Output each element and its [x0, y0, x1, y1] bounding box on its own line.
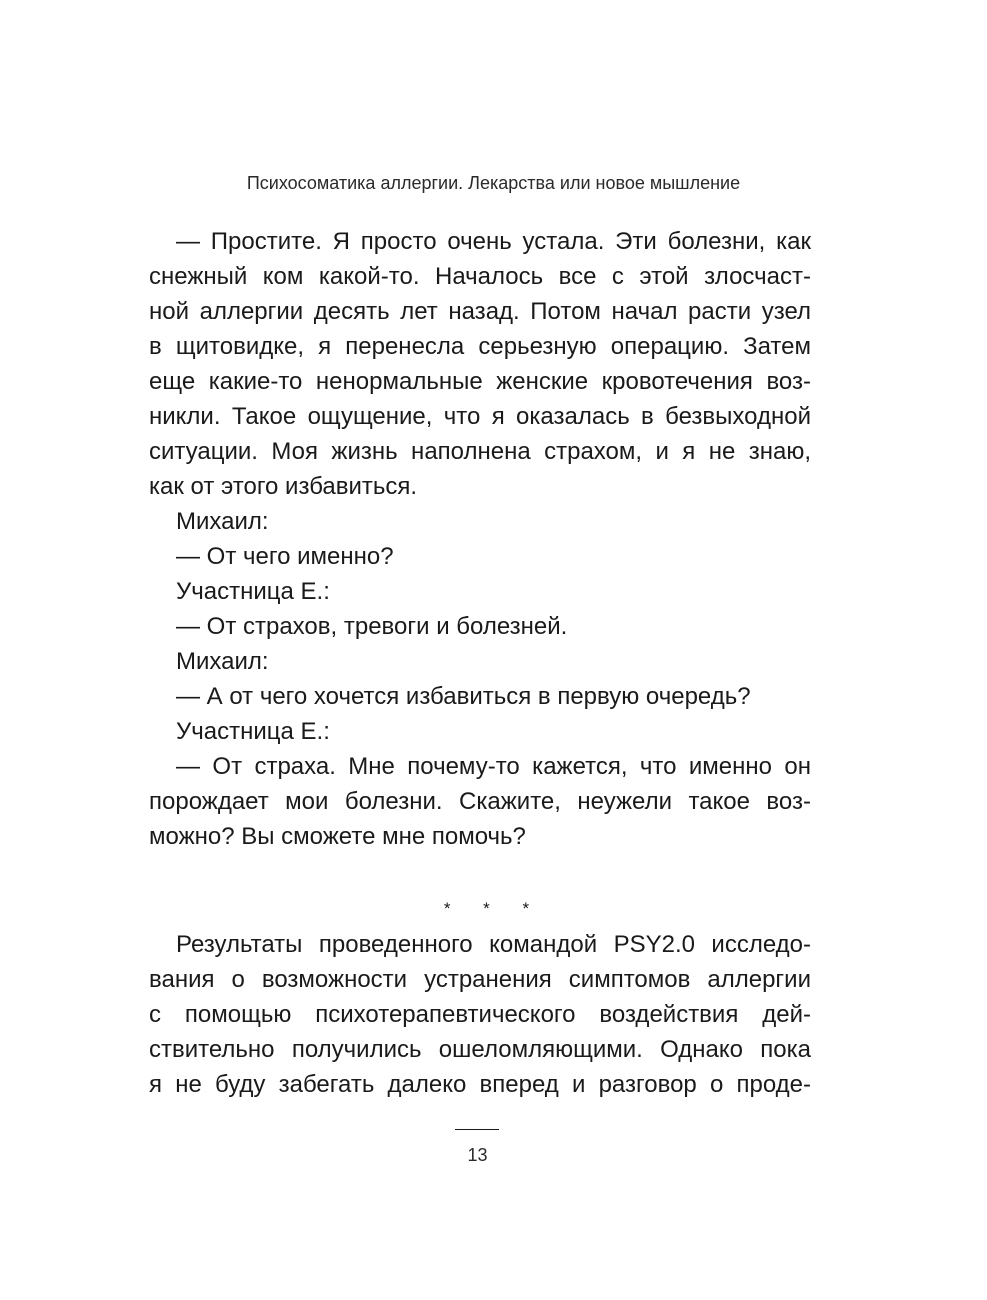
- text-line: в щитовидке, я перенесла серьезную операцию. Затем: [149, 333, 811, 360]
- text-line: ствительно получились ошеломляющими. Однако пока: [149, 1036, 811, 1063]
- folio-rule: [455, 1129, 499, 1130]
- running-head: Психосоматика аллергии. Лекарства или новое мышление: [246, 173, 741, 193]
- text-line: порождает мои болезни. Скажите, неужели такое воз-: [149, 788, 811, 815]
- text-line: — Простите. Я просто очень устала. Эти болезни, как: [176, 228, 811, 255]
- section-separator: * * *: [443, 899, 544, 918]
- text-line: как от этого избавиться.: [149, 473, 418, 500]
- speaker-label: Михаил:: [176, 508, 269, 535]
- dialogue-line: — От чего именно?: [176, 543, 394, 570]
- text-line: я не буду забегать далеко вперед и разговор о проде-: [149, 1071, 811, 1098]
- speaker-label: Участница Е.:: [176, 578, 330, 605]
- text-line: снежный ком какой-то. Началось все с этой злосчаст-: [149, 263, 811, 290]
- dialogue-line: — От страхов, тревоги и болезней.: [176, 613, 568, 640]
- page-number: 13: [467, 1145, 488, 1165]
- text-line: ситуации. Моя жизнь наполнена страхом, и я не знаю,: [149, 438, 811, 465]
- speaker-label: Участница Е.:: [176, 718, 330, 745]
- text-line: можно? Вы сможете мне помочь?: [149, 823, 526, 850]
- dialogue-line: — А от чего хочется избавиться в первую очередь?: [176, 683, 751, 710]
- text-line: вания о возможности устранения симптомов аллергии: [149, 966, 811, 993]
- text-line: — От страха. Мне почему-то кажется, что именно он: [176, 753, 811, 780]
- text-line: ной аллергии десять лет назад. Потом начал расти узел: [149, 298, 811, 325]
- text-line: с помощью психотерапевтического воздействия дей-: [149, 1001, 811, 1028]
- speaker-label: Михаил:: [176, 648, 269, 675]
- text-line: никли. Такое ощущение, что я оказалась в безвыходной: [149, 403, 811, 430]
- text-line: еще какие-то ненормальные женские кровотечения воз-: [149, 368, 811, 395]
- text-line: Результаты проведенного командой PSY2.0 исследо-: [176, 931, 811, 958]
